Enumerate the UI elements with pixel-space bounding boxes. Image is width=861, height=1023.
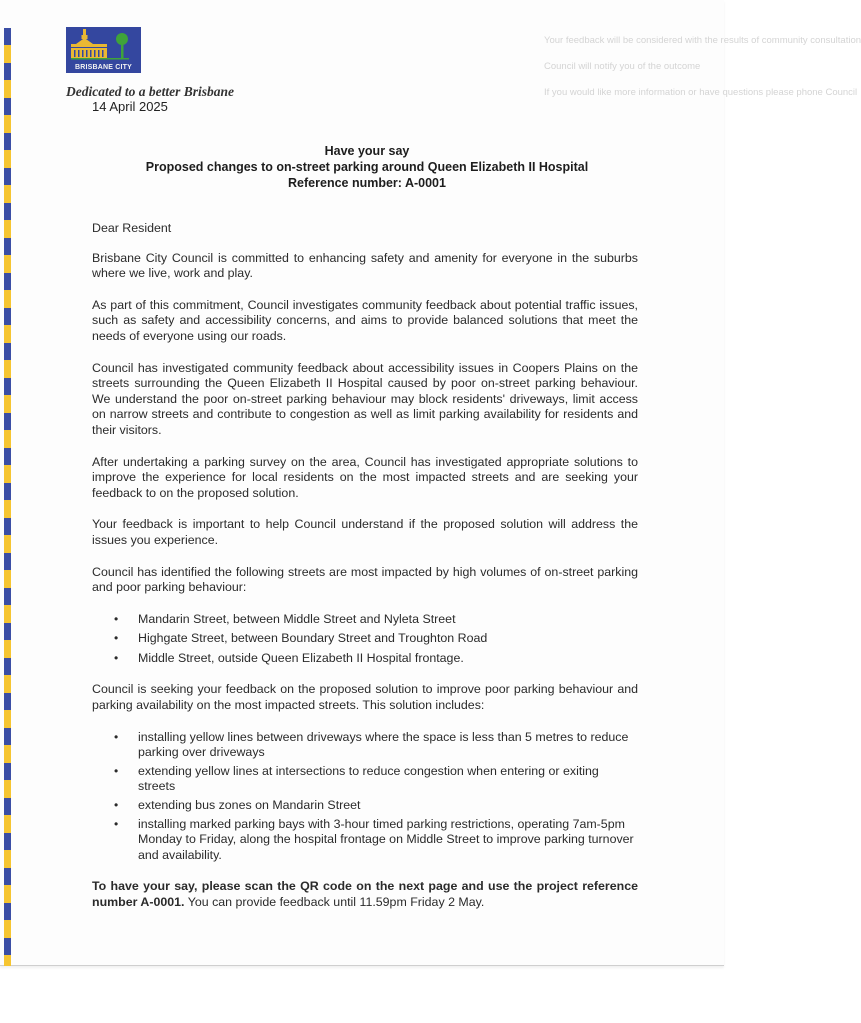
cta-bold-text: To have your say, please scan the QR code on the next page and use the project reference number A-0001.	[92, 879, 638, 909]
list-item: • installing marked parking bays with 3-hour timed parking restrictions, operating 7am-5pm Monday to Friday, along the hospital frontage on Middle Street to improve parking turnover and availability.	[138, 817, 638, 864]
paragraph: Brisbane City Council is committed to enhancing safety and amenity for everyone in the suburbs where we live, work and play.	[92, 250, 638, 281]
bleed-through-line: Your feedback will be considered with the results of community consultation	[544, 35, 861, 46]
paragraph: Your feedback is important to help Council understand if the proposed solution will address the issues you experience.	[92, 517, 638, 547]
paragraph: Council is seeking your feedback on the proposed solution to improve poor parking behaviour and parking availability on the most impacted streets. This solution includes:	[92, 682, 638, 713]
logo-text: BRISBANE CITY	[74, 64, 133, 71]
call-to-action	[92, 879, 638, 910]
paragraph: As part of this commitment, Council investigates community feedback about potential traffic issues, such as safety and accessibility concerns, and aims to provide balanced solutions that meet the needs of everyone using our roads.	[92, 297, 638, 343]
paragraph: Council has identified the following streets are most impacted by high volumes of on-street parking and poor parking behaviour:	[92, 564, 638, 595]
tagline: Dedicated to a better Brisbane	[66, 84, 234, 99]
heading-reference: Reference number: A-0001	[288, 176, 446, 190]
cta-deadline-text: You can provide feedback until 11.59pm Friday 2 May.	[184, 895, 485, 909]
heading-subject: Proposed changes to on-street parking around Queen Elizabeth II Hospital	[145, 160, 589, 174]
letter-date: 14 April 2025	[92, 99, 168, 114]
solutions-list	[92, 730, 638, 864]
list-item: • extending yellow lines at intersections to reduce congestion when entering or exiting streets	[138, 764, 638, 795]
letter-body	[92, 221, 638, 927]
heading-title: Have your say	[324, 144, 410, 158]
paragraph: After undertaking a parking survey on the area, Council has investigated appropriate solutions to improve the experience for local residents on the most impacted streets and are seeking your feedback to on the proposed solution.	[92, 454, 638, 500]
list-item: • installing yellow lines between driveways where the space is less than 5 metres to reduce parking over driveways	[138, 730, 638, 761]
bleed-through-text	[544, 34, 861, 112]
letter-heading	[92, 143, 642, 191]
salutation: Dear Resident	[92, 221, 172, 235]
list-item: • Mandarin Street, between Middle Street and Nyleta Street	[138, 612, 638, 628]
brand-stripe	[4, 28, 11, 966]
list-item: • Highgate Street, between Boundary Street and Troughton Road	[138, 631, 638, 647]
bleed-through-line: If you would like more information or have questions please phone Council	[544, 87, 858, 98]
impacted-streets-list	[92, 612, 638, 667]
bleed-through-line: Council will notify you of the outcome	[544, 61, 701, 72]
paragraph: Council has investigated community feedback about accessibility issues in Coopers Plains on the streets surrounding the Queen Elizabeth II Hospital caused by poor on-street parking behaviour. We understand the poor on-street parking behaviour may block residents' driveways, limit access on narrow streets and contribute to congestion as well as limit parking availability for residents and their visitors.	[92, 360, 638, 437]
list-item: • extending bus zones on Mandarin Street	[138, 798, 638, 814]
list-item: • Middle Street, outside Queen Elizabeth II Hospital frontage.	[138, 651, 638, 667]
brisbane-city-logo	[66, 27, 141, 73]
